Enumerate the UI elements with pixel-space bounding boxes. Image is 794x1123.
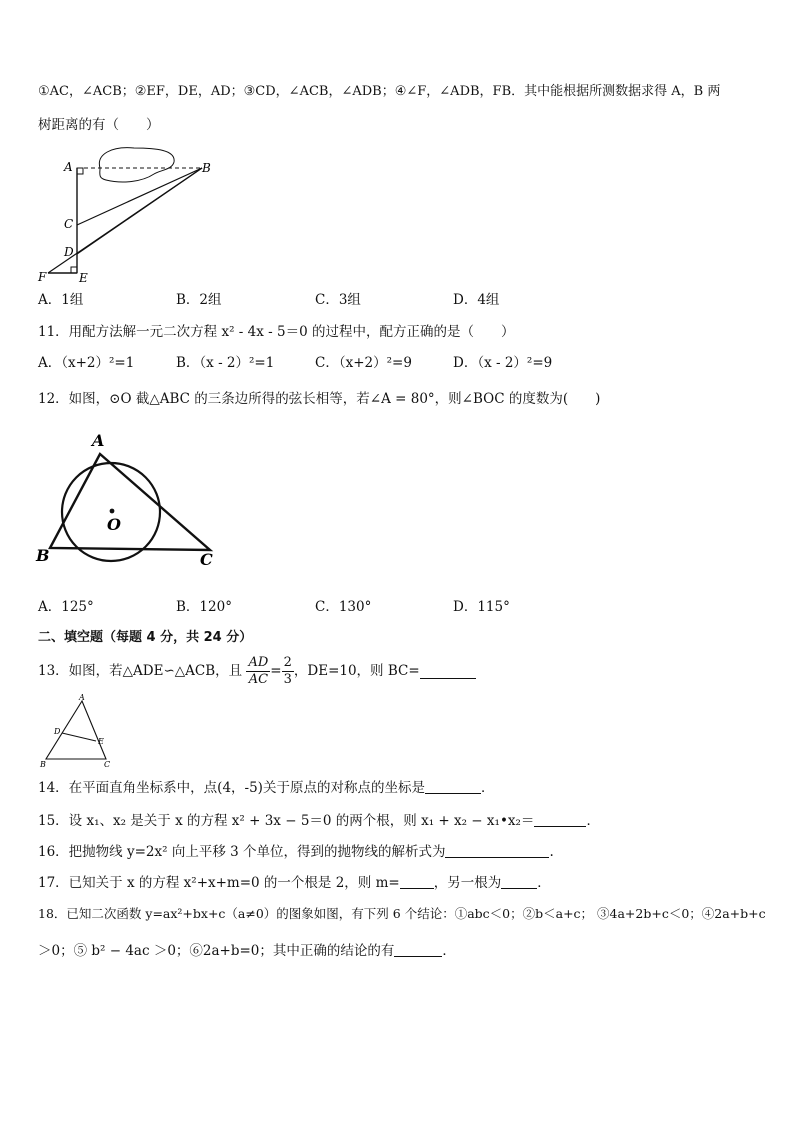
- q10-option-a[interactable]: A．1组: [38, 292, 84, 308]
- q12-label-b: B: [36, 546, 50, 565]
- q17-answer-blank-m[interactable]: [400, 874, 434, 889]
- q18-line2: [38, 942, 456, 960]
- q17-stem: 17．已知关于 x 的方程 x²+x+m=0 的一个根是 2，则 m=: [38, 875, 400, 891]
- q13-label-c: C: [104, 760, 111, 769]
- q18-end: ．: [442, 943, 456, 959]
- q14-end: ．: [480, 780, 495, 796]
- q15-stem: 15．设 x₁、x₂ 是关于 x 的方程 x² + 3x − 5＝0 的两个根，则 x₁ + x₂ − x₁•x₂＝: [38, 813, 535, 829]
- q16-stem: 16．把抛物线 y=2x² 向上平移 3 个单位，得到的抛物线的解析式为: [38, 844, 446, 860]
- q11-stem: 11．用配方法解一元二次方程 x² - 4x - 5＝0 的过程中，配方正确的是（ ）: [38, 324, 515, 340]
- q14-answer-blank[interactable]: [425, 779, 481, 794]
- q17-answer-blank-root[interactable]: [501, 874, 537, 889]
- q10-label-c: C: [64, 217, 74, 231]
- q13-frac-den: AC: [248, 672, 269, 687]
- q12-label-o: O: [107, 515, 121, 534]
- q10-option-c[interactable]: C．3组: [315, 292, 361, 308]
- q13-prefix: 13．如图，若△ADE∽△ACB，且: [38, 663, 243, 679]
- q16-end: .: [549, 844, 554, 860]
- q18-line1: 18．已知二次函数 y=ax²+bx+c（a≠0）的图象如图，有下列 6 个结论：①abc＜0；②b＜a+c； ③4a+2b+c＜0；④2a+b+c: [38, 906, 766, 921]
- q14-line: [38, 779, 494, 797]
- q16-answer-blank[interactable]: [445, 843, 549, 858]
- q12-center-point: [110, 509, 115, 514]
- q10-label-a: A: [64, 160, 73, 174]
- q12-option-a[interactable]: A．125°: [38, 599, 94, 615]
- q11-option-c[interactable]: C．（x+2）²=9: [315, 355, 412, 371]
- q17-end: ．: [537, 875, 551, 891]
- q12-label-c: C: [200, 550, 213, 569]
- q10-text-line1: ①AC，∠ACB；②EF，DE，AD；③CD，∠ACB，∠ADB；④∠F，∠ADB，FB．其中能根据所测数据求得 A，B 两: [38, 84, 721, 99]
- q10-option-d[interactable]: D．4组: [453, 292, 500, 308]
- q10-label-f: F: [38, 270, 47, 284]
- q13-suffix: ，DE=10，则 BC=: [293, 663, 420, 679]
- q10-label-d: D: [64, 245, 74, 259]
- q18-answer-blank[interactable]: [394, 942, 442, 957]
- q13-figure: [36, 693, 116, 769]
- q15-answer-blank[interactable]: [534, 812, 586, 827]
- q13-label-d: D: [54, 727, 61, 736]
- q10-label-e: E: [79, 271, 88, 285]
- q13-equals: =: [270, 663, 282, 679]
- q12-label-a: A: [92, 431, 105, 450]
- q13-label-e: E: [98, 737, 104, 746]
- q13-line-de: [62, 733, 96, 741]
- q11-option-b[interactable]: B．（x - 2）²=1: [176, 355, 275, 371]
- q16-line: [38, 843, 554, 861]
- q12-option-b[interactable]: B．120°: [176, 599, 232, 615]
- q11-option-d[interactable]: D．（x - 2）²=9: [453, 355, 553, 371]
- q13-frac2-num: 2: [283, 655, 292, 670]
- q15-end: ．: [586, 813, 600, 829]
- q10-right-angle-e: [71, 267, 77, 273]
- q12-option-c[interactable]: C．130°: [315, 599, 372, 615]
- q13-frac-num: AD: [248, 655, 269, 670]
- q14-stem: 14．在平面直角坐标系中，点(4，-5)关于原点的对称点的坐标是: [38, 780, 425, 796]
- q10-text-line2: 树距离的有（ ）: [38, 117, 160, 133]
- q13-label-b: B: [40, 760, 46, 769]
- q12-option-d[interactable]: D．115°: [453, 599, 510, 615]
- q17-line: [38, 874, 551, 892]
- q10-pond-shape: [99, 148, 174, 182]
- q12-stem: 12．如图，⊙O 截△ABC 的三条边所得的弦长相等，若∠A = 80°，则∠BOC 的度数为( ): [38, 391, 601, 407]
- q10-line-cb: [77, 168, 202, 225]
- q13-fraction-2-3: [282, 655, 294, 688]
- q13-stem: [38, 651, 476, 691]
- q13-answer-blank[interactable]: [420, 664, 476, 679]
- q17-mid: ，另一根为: [433, 875, 502, 891]
- q11-option-a[interactable]: A．（x+2）²=1: [38, 355, 135, 371]
- q15-line: [38, 812, 600, 830]
- q12-figure: [32, 428, 222, 574]
- q10-option-b[interactable]: B．2组: [176, 292, 222, 308]
- q12-triangle-abc: [50, 454, 210, 550]
- q13-frac2-den: 3: [283, 672, 292, 687]
- q13-fraction-ad-ac: [246, 655, 270, 688]
- q18-line2-text: ＞0；⑤ b² − 4ac ＞0；⑥2a+b=0；其中正确的结论的有: [38, 943, 395, 959]
- q13-label-a: A: [79, 693, 85, 702]
- q10-label-b: B: [202, 161, 211, 175]
- section-title-fill-blank: 二、填空题（每题 4 分，共 24 分）: [38, 630, 253, 645]
- q10-figure: [34, 140, 224, 286]
- q10-right-angle-a: [77, 168, 83, 174]
